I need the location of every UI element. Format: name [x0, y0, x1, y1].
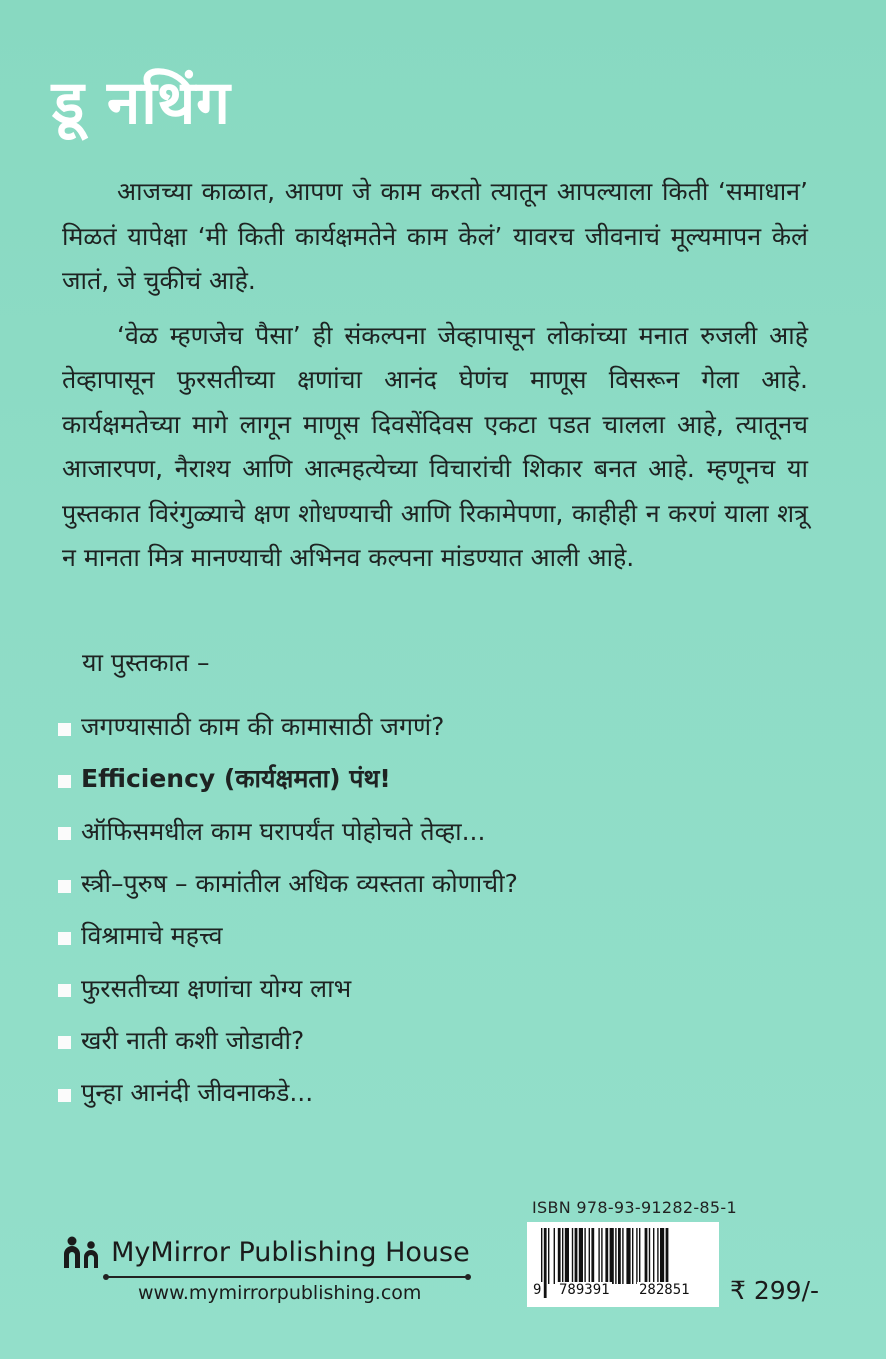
list-item [58, 857, 818, 909]
contents-heading: या पुस्तकात – [82, 648, 210, 677]
barcode-bar [589, 1228, 590, 1284]
list-item-text: विश्रामाचे महत्त्व [81, 921, 223, 951]
barcode-bar [615, 1228, 616, 1284]
list-item [58, 1066, 818, 1118]
two-people-logo-icon [60, 1234, 104, 1270]
barcode-bar [598, 1228, 599, 1284]
publisher-divider [106, 1276, 468, 1278]
square-bullet-icon [58, 984, 71, 997]
barcode-bar [558, 1228, 561, 1284]
barcode-digits-middle: 789391 [559, 1282, 610, 1298]
list-item [58, 700, 818, 752]
list-item [58, 1014, 818, 1066]
list-item [58, 752, 818, 804]
barcode-digit-first: 9 [533, 1282, 542, 1298]
publisher-block [60, 1234, 480, 1304]
blurb-paragraph-2: ‘वेळ म्हणजेच पैसा’ ही संकल्पना जेव्हापासून लोकांच्या मनात रुजली आहे तेव्हापासून फुरसतीच्या क्षणांचा आनंद घेणंच माणूस विसरून गेला आहे. कार्यक्षमतेच्या मागे लागून माणूस दिवसेंदिवस एकटा पडत चालला आहे, त्यातूनच आजारपण, नैराश्य आणि आत्महत्येच्या विचारांची शिकार बनत आहे. म्हणूनच या पुस्तकात विरंगुळ्याचे क्षण शोधण्याची आणि रिकामेपणा, काहीही न करणं याला शत्रू न मानता मित्र मानण्याची अभिनव कल्पना मांडण्यात आली आहे. [62, 320, 808, 572]
barcode-bar [626, 1228, 630, 1284]
barcode-bar [636, 1228, 637, 1284]
price-label: ₹ 299/- [730, 1276, 820, 1305]
square-bullet-icon [58, 932, 71, 945]
barcode-bar [579, 1228, 583, 1284]
barcode-bar [632, 1228, 633, 1284]
book-title: डू नथिंग [52, 68, 231, 138]
square-bullet-icon [58, 1089, 71, 1102]
barcode-bar [584, 1228, 585, 1284]
list-item-text: खरी नाती कशी जोडावी? [81, 1025, 305, 1055]
barcode-bar [610, 1228, 614, 1284]
barcode-bar [618, 1228, 621, 1284]
barcode-bar [645, 1228, 648, 1284]
barcode-bar [565, 1228, 569, 1284]
list-item-text: फुरसतीच्या क्षणांचा योग्य लाभ [81, 973, 352, 1003]
list-item-text: जगण्यासाठी काम की कामासाठी जगणं? [81, 712, 445, 742]
square-bullet-icon [58, 827, 71, 840]
contents-list [58, 700, 818, 1118]
publisher-name: MyMirror Publishing House [111, 1236, 470, 1268]
barcode-bar [660, 1228, 664, 1284]
isbn-barcode [527, 1222, 719, 1307]
barcode-bar [649, 1228, 650, 1284]
list-item [58, 961, 818, 1013]
list-item-text: ऑफिसमधील काम घरापर्यंत पोहोचते तेव्हा... [81, 816, 486, 846]
barcode-bar [572, 1228, 573, 1284]
blurb [62, 170, 808, 591]
square-bullet-icon [58, 775, 71, 788]
list-item-text: स्त्री–पुरुष – कामांतील अधिक व्यस्तता कोणाची? [81, 869, 518, 899]
barcode-bar [562, 1228, 563, 1284]
square-bullet-icon [58, 880, 71, 893]
barcode-bar [653, 1228, 654, 1284]
barcode-bar [544, 1228, 547, 1298]
barcode-bar [591, 1228, 594, 1284]
barcode-bar [548, 1228, 549, 1284]
list-item-text: Efficiency (कार्यक्षमता) पंथ! [81, 764, 391, 794]
barcode-bar [554, 1228, 555, 1284]
square-bullet-icon [58, 1036, 71, 1049]
square-bullet-icon [58, 723, 71, 736]
barcode-bar [657, 1228, 658, 1284]
publisher-url[interactable]: www.mymirrorpublishing.com [138, 1282, 422, 1304]
blurb-paragraph-1: आजच्या काळात, आपण जे काम करतो त्यातून आपल्याला किती ‘समाधान’ मिळतं यापेक्षा ‘मी किती कार्यक्षमतेने काम केलं’ यावरच जीवनाचं मूल्यमापन केलं जातं, जे चुकीचं आहे. [62, 177, 808, 295]
barcode-bar [622, 1228, 623, 1284]
barcode-bar [575, 1228, 578, 1284]
list-item-text: पुन्हा आनंदी जीवनाकडे... [81, 1078, 314, 1108]
isbn-label: ISBN 978-93-91282-85-1 [532, 1198, 737, 1217]
list-item [58, 805, 818, 857]
barcode-bar [639, 1228, 640, 1284]
list-item [58, 909, 818, 961]
barcode-digits-last: 282851 [639, 1282, 690, 1298]
